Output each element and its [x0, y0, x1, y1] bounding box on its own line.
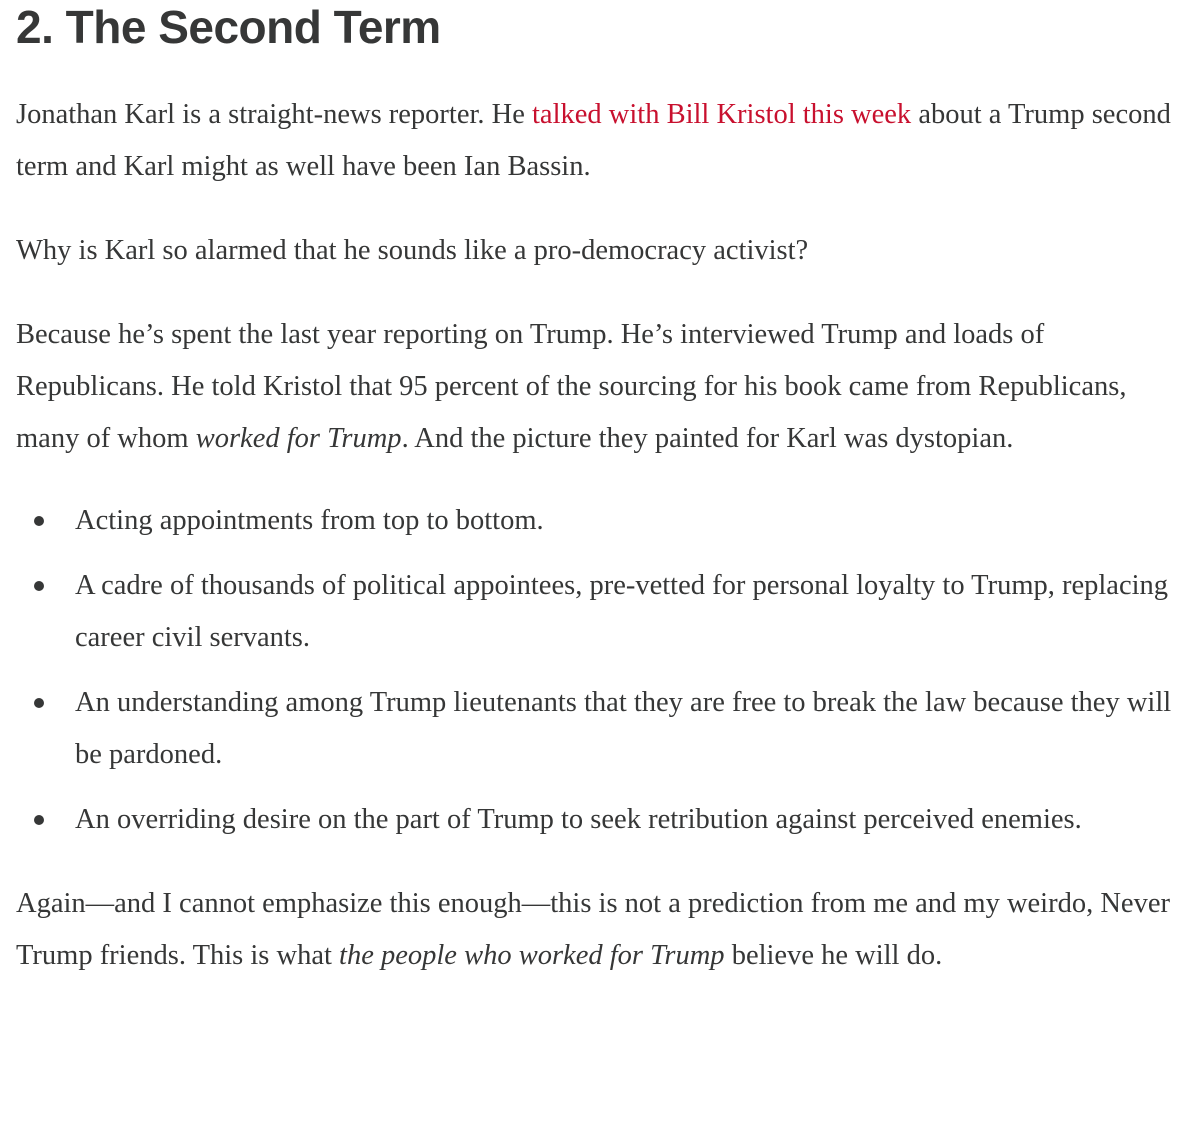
bullet-icon: [34, 815, 44, 825]
list-item-text: An understanding among Trump lieutenants that they are free to break the law because they will be pardoned.: [75, 687, 1172, 770]
kristol-interview-link[interactable]: talked with Bill Kristol this week: [532, 99, 912, 130]
bullet-icon: [34, 581, 44, 591]
bullet-icon: [34, 698, 44, 708]
paragraph-intro-text-start: Jonathan Karl is a straight-news reporter. He: [16, 99, 533, 130]
list-item: [16, 677, 1186, 781]
bullet-icon: [34, 516, 44, 526]
list-item: [16, 495, 1186, 547]
list-item-text: An overriding desire on the part of Trump to seek retribution against perceived enemies.: [75, 804, 1082, 835]
paragraph-conclusion-text-end: believe he will do.: [724, 940, 943, 971]
paragraph-reporting: [16, 309, 1186, 465]
paragraph-intro: [16, 89, 1186, 193]
list-item: [16, 560, 1186, 664]
list-item-text: A cadre of thousands of political appointees, pre-vetted for personal loyalty to Trump, replacing career civil servants.: [75, 570, 1169, 653]
paragraph-intro-text-end: about a Trump second term and Karl might as well have been Ian Bassin.: [16, 99, 1171, 182]
paragraph-reporting-italic: worked for Trump: [195, 423, 402, 454]
list-item-text: Acting appointments from top to bottom.: [75, 505, 544, 536]
paragraph-reporting-text-end: . And the picture they painted for Karl was dystopian.: [401, 423, 1014, 454]
paragraph-conclusion-text-start: Again—and I cannot emphasize this enough—this is not a prediction from me and my weirdo, Never Trump friends. This is what: [16, 888, 1170, 971]
list-item: [16, 794, 1186, 846]
article-body: [16, 0, 1186, 982]
paragraph-reporting-text-start: Because he’s spent the last year reporting on Trump. He’s interviewed Trump and loads of Republicans. He told Kristol that 95 percent of the sourcing for his book came from Republicans, many of whom: [16, 319, 1127, 454]
paragraph-conclusion-italic: the people who worked for Trump: [339, 940, 725, 971]
paragraph-question: Why is Karl so alarmed that he sounds like a pro-democracy activist?: [16, 235, 809, 266]
section-heading: 2. The Second Term: [16, 1, 441, 53]
bullet-list: [16, 495, 1186, 846]
paragraph-conclusion: [16, 878, 1186, 982]
